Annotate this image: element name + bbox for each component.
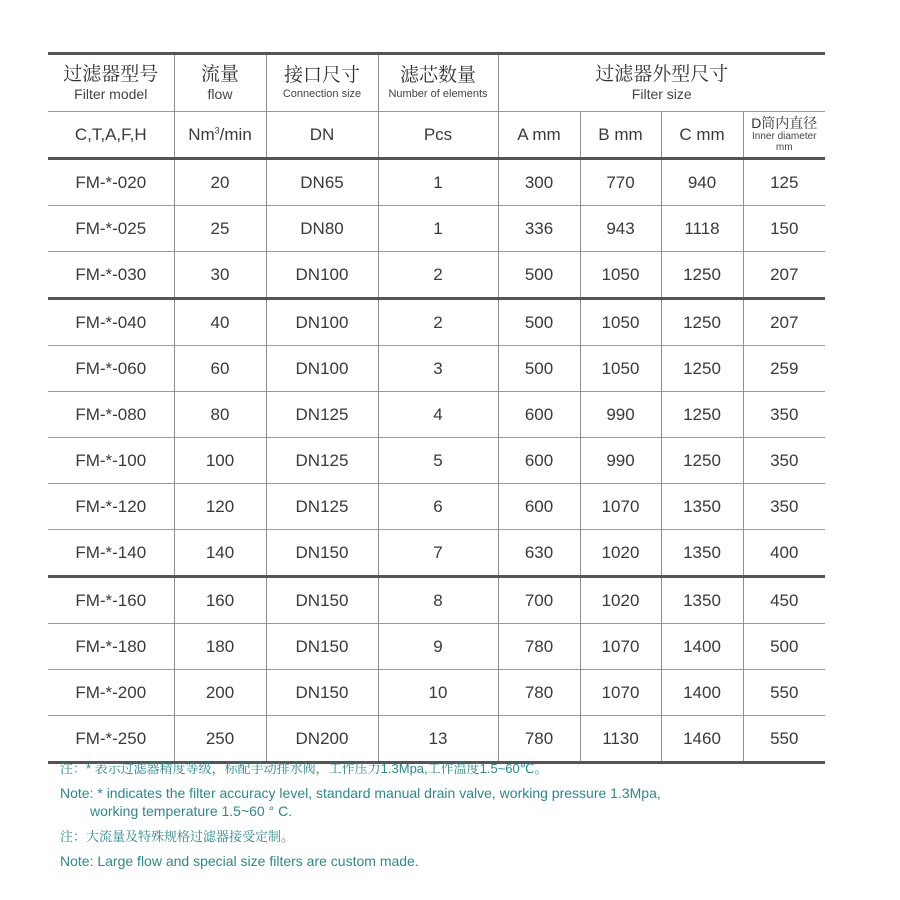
cell-a: 600 (498, 392, 580, 438)
unit-d-en: Inner diameter (752, 131, 817, 142)
cell-flow: 40 (174, 299, 266, 346)
cell-d: 350 (743, 438, 825, 484)
cell-d: 207 (743, 299, 825, 346)
header-elements (378, 54, 498, 112)
cell-pcs: 8 (378, 577, 498, 624)
notes (60, 760, 860, 870)
cell-b: 990 (580, 438, 661, 484)
cell-pcs: 4 (378, 392, 498, 438)
note2-en: Note: Large flow and special size filters are custom made. (60, 853, 419, 869)
cell-a: 500 (498, 252, 580, 299)
cell-d: 500 (743, 624, 825, 670)
cell-c: 940 (661, 159, 743, 206)
cell-conn: DN80 (266, 206, 378, 252)
cell-d: 259 (743, 346, 825, 392)
table-row (48, 252, 825, 299)
table-row (48, 438, 825, 484)
header-filter-size-cn: 过滤器外型尺寸 (595, 64, 729, 85)
unit-b: B mm (580, 112, 661, 159)
cell-b: 770 (580, 159, 661, 206)
cell-c: 1460 (661, 716, 743, 763)
cell-d: 350 (743, 392, 825, 438)
data-rows (48, 159, 825, 763)
unit-a: A mm (498, 112, 580, 159)
unit-flow-tail: /min (219, 124, 252, 144)
cell-a: 780 (498, 624, 580, 670)
cell-model: FM-*-160 (48, 577, 174, 624)
cell-c: 1118 (661, 206, 743, 252)
unit-c: C mm (661, 112, 743, 159)
cell-flow: 140 (174, 530, 266, 577)
cell-model: FM-*-140 (48, 530, 174, 577)
cell-b: 943 (580, 206, 661, 252)
unit-flow-sup: 3 (214, 124, 220, 135)
cell-a: 600 (498, 484, 580, 530)
cell-flow: 100 (174, 438, 266, 484)
unit-model: C,T,A,F,H (48, 112, 174, 159)
cell-conn: DN150 (266, 624, 378, 670)
cell-flow: 200 (174, 670, 266, 716)
unit-d-mm: mm (775, 142, 793, 153)
cell-model: FM-*-080 (48, 392, 174, 438)
cell-d: 550 (743, 716, 825, 763)
header-row-units (48, 112, 825, 159)
cell-conn: DN100 (266, 252, 378, 299)
header-connection (266, 54, 378, 112)
cell-conn: DN150 (266, 577, 378, 624)
cell-d: 450 (743, 577, 825, 624)
unit-d (743, 112, 825, 159)
cell-conn: DN200 (266, 716, 378, 763)
table-row (48, 624, 825, 670)
unit-elements: Pcs (378, 112, 498, 159)
cell-a: 300 (498, 159, 580, 206)
cell-c: 1250 (661, 299, 743, 346)
cell-model: FM-*-040 (48, 299, 174, 346)
cell-a: 780 (498, 716, 580, 763)
cell-model: FM-*-250 (48, 716, 174, 763)
cell-b: 1020 (580, 530, 661, 577)
table-row (48, 159, 825, 206)
cell-flow: 60 (174, 346, 266, 392)
cell-a: 336 (498, 206, 580, 252)
cell-pcs: 9 (378, 624, 498, 670)
cell-a: 780 (498, 670, 580, 716)
cell-d: 550 (743, 670, 825, 716)
table-row (48, 392, 825, 438)
cell-pcs: 3 (378, 346, 498, 392)
cell-flow: 180 (174, 624, 266, 670)
cell-d: 400 (743, 530, 825, 577)
cell-pcs: 5 (378, 438, 498, 484)
cell-conn: DN100 (266, 346, 378, 392)
table-row (48, 577, 825, 624)
cell-flow: 80 (174, 392, 266, 438)
header-row-titles (48, 54, 825, 112)
cell-c: 1350 (661, 577, 743, 624)
cell-a: 500 (498, 346, 580, 392)
unit-d-cn: D筒内直径 (751, 115, 818, 131)
unit-flow-base: Nm (188, 124, 215, 144)
cell-a: 500 (498, 299, 580, 346)
cell-model: FM-*-030 (48, 252, 174, 299)
cell-b: 1020 (580, 577, 661, 624)
cell-model: FM-*-200 (48, 670, 174, 716)
cell-pcs: 13 (378, 716, 498, 763)
table-row (48, 484, 825, 530)
cell-c: 1250 (661, 346, 743, 392)
header-model-cn: 过滤器型号 (63, 64, 159, 85)
cell-conn: DN150 (266, 670, 378, 716)
cell-c: 1400 (661, 624, 743, 670)
cell-b: 1050 (580, 299, 661, 346)
table-row (48, 670, 825, 716)
cell-c: 1250 (661, 438, 743, 484)
cell-b: 1070 (580, 670, 661, 716)
note1-en-line1: Note: * indicates the filter accuracy level, standard manual drain valve, working pressure 1.3Mpa, (60, 785, 661, 801)
cell-flow: 30 (174, 252, 266, 299)
cell-model: FM-*-020 (48, 159, 174, 206)
cell-conn: DN125 (266, 438, 378, 484)
cell-c: 1350 (661, 484, 743, 530)
cell-a: 600 (498, 438, 580, 484)
cell-model: FM-*-025 (48, 206, 174, 252)
cell-flow: 160 (174, 577, 266, 624)
unit-flow (174, 112, 266, 159)
cell-model: FM-*-120 (48, 484, 174, 530)
table-row (48, 299, 825, 346)
cell-c: 1250 (661, 252, 743, 299)
header-connection-cn: 接口尺寸 (283, 65, 360, 86)
header-flow-cn: 流量 (200, 64, 239, 85)
cell-pcs: 10 (378, 670, 498, 716)
cell-flow: 120 (174, 484, 266, 530)
cell-pcs: 1 (378, 159, 498, 206)
cell-conn: DN150 (266, 530, 378, 577)
cell-c: 1350 (661, 530, 743, 577)
cell-d: 207 (743, 252, 825, 299)
header-flow-en: flow (207, 86, 233, 102)
cell-pcs: 1 (378, 206, 498, 252)
table-row (48, 346, 825, 392)
header-model (48, 54, 174, 112)
cell-model: FM-*-180 (48, 624, 174, 670)
cell-pcs: 2 (378, 299, 498, 346)
table-row (48, 530, 825, 577)
cell-a: 700 (498, 577, 580, 624)
cell-flow: 250 (174, 716, 266, 763)
cell-pcs: 6 (378, 484, 498, 530)
cell-d: 125 (743, 159, 825, 206)
cell-d: 150 (743, 206, 825, 252)
note1-cn: 注：* 表示过滤器精度等级，标配手动排水阀，工作压力1.3Mpa,工作温度1.5~60℃。 (60, 761, 548, 776)
header-model-en: Filter model (74, 86, 148, 102)
cell-conn: DN100 (266, 299, 378, 346)
header-flow (174, 54, 266, 112)
cell-c: 1400 (661, 670, 743, 716)
table-row (48, 206, 825, 252)
unit-connection: DN (266, 112, 378, 159)
cell-c: 1250 (661, 392, 743, 438)
cell-pcs: 2 (378, 252, 498, 299)
cell-model: FM-*-060 (48, 346, 174, 392)
cell-pcs: 7 (378, 530, 498, 577)
cell-b: 1050 (580, 346, 661, 392)
cell-model: FM-*-100 (48, 438, 174, 484)
cell-b: 1070 (580, 484, 661, 530)
note2-cn: 注：大流量及特殊规格过滤器接受定制。 (60, 829, 295, 844)
cell-b: 1050 (580, 252, 661, 299)
note1-en-line2: working temperature 1.5~60 ° C. (90, 803, 293, 819)
cell-conn: DN125 (266, 392, 378, 438)
header-connection-en: Connection size (282, 88, 362, 100)
filter-spec-table (48, 52, 825, 764)
header-filter-size (498, 54, 825, 112)
cell-flow: 25 (174, 206, 266, 252)
header-elements-en: Number of elements (388, 88, 488, 100)
cell-conn: DN65 (266, 159, 378, 206)
header-elements-cn: 滤芯数量 (399, 65, 476, 86)
cell-b: 1130 (580, 716, 661, 763)
cell-flow: 20 (174, 159, 266, 206)
header-filter-size-en: Filter size (631, 86, 692, 102)
cell-conn: DN125 (266, 484, 378, 530)
cell-a: 630 (498, 530, 580, 577)
cell-b: 990 (580, 392, 661, 438)
table-row (48, 716, 825, 763)
cell-b: 1070 (580, 624, 661, 670)
cell-d: 350 (743, 484, 825, 530)
